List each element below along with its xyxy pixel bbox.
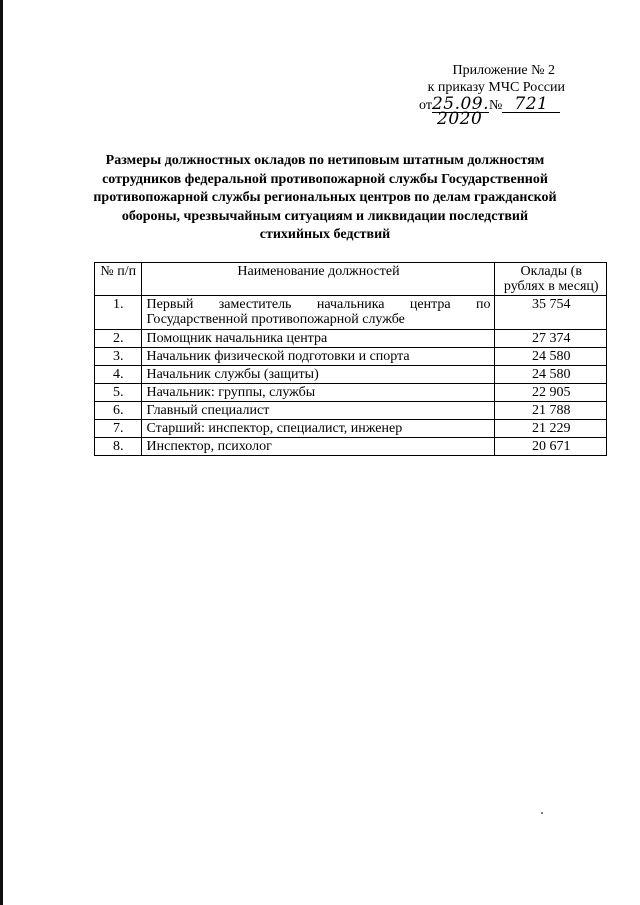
header-position: Наименование должностей xyxy=(141,263,495,296)
appendix-order-ref: к приказу МЧС России xyxy=(427,80,565,95)
row-number: 1. xyxy=(95,296,142,330)
row-number: 7. xyxy=(95,420,142,438)
row-number: 4. xyxy=(95,366,142,384)
table-header-row xyxy=(95,263,607,296)
table-row xyxy=(95,438,607,456)
order-year-handwritten: 2020 xyxy=(437,109,483,129)
order-date-prefix: от xyxy=(419,98,432,113)
table-row xyxy=(95,296,607,330)
row-position: Начальник службы (защиты) xyxy=(141,366,495,384)
scan-speck xyxy=(541,812,543,814)
row-position: Инспектор, психолог xyxy=(141,438,495,456)
row-position: Начальник физической подготовки и спорта xyxy=(141,348,495,366)
document-title: Размеры должностных окладов по нетиповым штатным должностям сотрудников федеральной противопожарной службы Государственной противопожарной службы региональных центров по делам гражданской обороны, чрезвычайным ситуациям и ликвидации последствий стихийных бедствий xyxy=(93,153,557,242)
row-number: 3. xyxy=(95,348,142,366)
header-number: № п/п xyxy=(95,263,142,296)
row-position: Начальник: группы, службы xyxy=(141,384,495,402)
table-row xyxy=(95,402,607,420)
table-row xyxy=(95,366,607,384)
row-position: Помощник начальника центра xyxy=(141,330,495,348)
order-date-handwritten: 25.09. xyxy=(431,94,490,114)
table-row xyxy=(95,348,607,366)
table-row xyxy=(95,420,607,438)
appendix-number: Приложение № 2 xyxy=(452,63,555,78)
row-number: 2. xyxy=(95,330,142,348)
row-position: Старший: инспектор, специалист, инженер xyxy=(141,420,495,438)
row-salary: 21 229 xyxy=(495,420,607,438)
row-position: Первый заместитель начальника центра по Государственной противопожарной службе xyxy=(141,296,495,330)
row-number: 6. xyxy=(95,402,142,420)
row-number: 8. xyxy=(95,438,142,456)
row-salary: 21 788 xyxy=(495,402,607,420)
row-salary: 20 671 xyxy=(495,438,607,456)
row-salary: 24 580 xyxy=(495,348,607,366)
row-salary: 27 374 xyxy=(495,330,607,348)
row-number: 5. xyxy=(95,384,142,402)
table-row xyxy=(95,384,607,402)
scan-edge xyxy=(0,0,3,905)
header-salary: Оклады (в рублях в месяц) xyxy=(495,263,607,296)
appendix-header xyxy=(395,62,575,129)
salary-table xyxy=(94,262,607,456)
order-number-prefix: № xyxy=(489,98,503,113)
order-reference xyxy=(395,94,575,129)
row-position: Главный специалист xyxy=(141,402,495,420)
row-salary: 35 754 xyxy=(495,296,607,330)
table-row xyxy=(95,330,607,348)
row-salary: 24 580 xyxy=(495,366,607,384)
order-number-handwritten: 721 xyxy=(502,96,560,113)
row-salary: 22 905 xyxy=(495,384,607,402)
